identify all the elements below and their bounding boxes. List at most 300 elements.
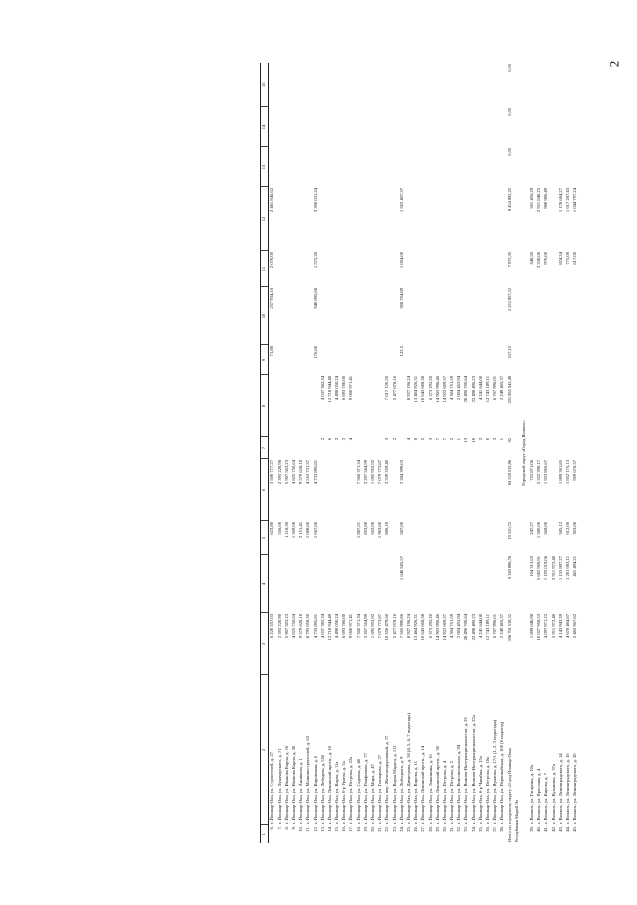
- row-number: 42.: [550, 826, 556, 832]
- value-cell-c11: 775,00: [564, 252, 570, 265]
- value-cell-c5: [420, 521, 427, 555]
- table-row: [269, 63, 277, 843]
- value-cell-c9: [348, 345, 355, 375]
- value-cell-c9: [320, 345, 327, 375]
- value-cell-c13: [550, 147, 557, 187]
- value-cell-c10: [341, 287, 348, 345]
- value-cell-c14: [420, 107, 427, 147]
- value-cell-c11: [327, 251, 334, 287]
- address-cell: г. Йошкар-Ола, ул. Первомайская, д. 100 (6 подъезд): [499, 721, 505, 824]
- value-cell-c4: [463, 555, 470, 613]
- value-cell-c7: 10: [470, 438, 476, 443]
- value-cell-c10: [463, 287, 470, 345]
- value-cell-c3: 14 922 609,37: [441, 614, 447, 641]
- value-cell-c11: [334, 251, 341, 287]
- value-cell-c11: [276, 251, 283, 287]
- value-cell-c5: 247,27: [528, 522, 534, 535]
- value-cell-c6: [435, 459, 442, 521]
- value-cell-c13: [269, 147, 277, 187]
- table-row: [470, 63, 477, 843]
- table-row: [485, 63, 492, 843]
- value-cell-c8: [291, 375, 298, 437]
- value-cell-c14: [442, 107, 449, 147]
- value-cell-c10: [384, 287, 391, 345]
- value-cell-c8: 4 241 644,00: [477, 376, 483, 401]
- value-cell-c14: [363, 107, 370, 147]
- value-cell-c6: [348, 459, 355, 521]
- value-cell-c15: [276, 63, 283, 107]
- address-cell: г. Волжск, ул. Ленинградского, д. 14: [557, 753, 563, 824]
- value-cell-c3: 12 718 944,48: [326, 614, 332, 641]
- value-cell-c12: 3 300 031,24: [312, 188, 318, 213]
- total-value-c7: 92: [506, 438, 512, 443]
- value-cell-c12: 2 921 840,25: [536, 188, 542, 213]
- value-cell-c13: [312, 147, 319, 187]
- address-cell: г. Йошкар-Ола, ул. Петрова, д. 22а: [348, 756, 354, 824]
- value-cell-c4: [413, 555, 420, 613]
- row-number: 17.: [348, 826, 354, 832]
- value-cell-c11: 970,00: [543, 252, 549, 265]
- value-cell-c6: 1 695 952,92: [370, 460, 375, 485]
- address-cell: г. Йошкар-Ола, ул. Анникова, д. 1: [298, 758, 304, 824]
- value-cell-c7: 4: [405, 438, 411, 441]
- value-cell-c9: [284, 345, 291, 375]
- value-cell-c13: [370, 147, 377, 187]
- value-cell-c10: [276, 287, 283, 345]
- row-number: 45.: [572, 826, 578, 832]
- value-cell-c11: 617,00: [572, 252, 578, 265]
- row-number: 33.: [463, 826, 469, 832]
- table-row: [492, 63, 499, 843]
- value-cell-c14: [413, 107, 420, 147]
- section-title: Городской округ «Город Волжск»: [521, 420, 527, 486]
- value-cell-c12: [550, 187, 557, 251]
- value-cell-c4: [298, 555, 305, 613]
- value-cell-c3: 13 464 926,31: [413, 614, 419, 641]
- value-cell-c3: 4 304 751,59: [449, 614, 455, 639]
- value-cell-c7: 7: [434, 438, 440, 441]
- value-cell-c5: [550, 521, 557, 555]
- value-cell-c9: [565, 345, 572, 375]
- value-cell-c4: 1 155 897,27: [557, 556, 563, 581]
- column-header: 2: [261, 675, 269, 825]
- value-cell-c11: [284, 251, 291, 287]
- total-value-c13: 0,00: [506, 148, 512, 156]
- value-cell-c10: 940 895,68: [312, 288, 318, 309]
- value-cell-c5: 1 088,60: [305, 522, 311, 539]
- address-cell: г. Йошкар-Ола, ул. Петрова, д. 4: [441, 761, 447, 824]
- value-cell-c12: 501 456,29: [528, 188, 534, 209]
- value-cell-c15: [348, 63, 355, 107]
- value-cell-c7: 1: [456, 438, 462, 441]
- value-cell-c11: [492, 251, 499, 287]
- value-cell-c12: [499, 187, 506, 251]
- value-cell-c7: 7: [441, 438, 447, 441]
- value-cell-c9: [478, 345, 485, 375]
- value-cell-c9: [370, 345, 377, 375]
- value-cell-c14: [499, 107, 506, 147]
- value-cell-c15: [391, 63, 398, 107]
- value-cell-c12: [384, 187, 391, 251]
- value-cell-c7: 4: [348, 438, 354, 441]
- table-row: [449, 63, 456, 843]
- value-cell-c12: [355, 187, 362, 251]
- value-cell-c8: [399, 375, 406, 437]
- value-cell-c11: [363, 251, 370, 287]
- value-cell-c13: [377, 147, 384, 187]
- value-cell-c6: 4 553 731,37: [305, 460, 311, 485]
- value-cell-c12: [478, 187, 485, 251]
- table-row: [536, 63, 543, 843]
- value-cell-c11: [384, 251, 391, 287]
- value-cell-c13: [463, 147, 470, 187]
- value-cell-c7: [572, 437, 579, 459]
- address-cell: г. Йошкар-Ола, ул. Мира, д. 47: [370, 764, 375, 824]
- address-cell: г. Йошкар-Ола, ул. Яралова, д. 17/1 (1, 2, 3 подъезды): [492, 719, 498, 824]
- value-cell-c4: [391, 555, 398, 613]
- value-cell-c11: [427, 251, 434, 287]
- value-cell-c13: [320, 147, 327, 187]
- value-cell-c13: [384, 147, 391, 187]
- value-cell-c13: [420, 147, 427, 187]
- row-number: 30.: [441, 826, 447, 832]
- value-cell-c4: [284, 555, 291, 613]
- column-header: 8: [261, 375, 269, 437]
- value-cell-c7: [298, 437, 305, 459]
- address-cell: г. Йошкар-Ола, ул. Петрова, д. 2: [449, 761, 455, 824]
- value-cell-c9: [291, 345, 298, 375]
- value-cell-c7: [363, 437, 370, 459]
- value-cell-c7: [558, 437, 565, 459]
- value-cell-c14: [536, 107, 543, 147]
- table-row: [320, 63, 327, 843]
- row-number: 39.: [528, 826, 534, 832]
- value-cell-c14: [492, 107, 499, 147]
- value-cell-c10: [305, 287, 312, 345]
- value-cell-c4: 461 494,21: [572, 556, 578, 577]
- row-number: 37.: [492, 826, 498, 832]
- value-cell-c3: 6 373 292,20: [427, 614, 433, 639]
- value-cell-c6: 3 500 777,27: [269, 460, 275, 485]
- value-cell-c4: [305, 555, 312, 613]
- table-row: [377, 63, 384, 843]
- value-cell-c10: [413, 287, 420, 345]
- value-cell-c15: [320, 63, 327, 107]
- value-cell-c6: [327, 459, 334, 521]
- address-cell: г. Йошкар-Ола, б-р Ураева, д. 5а: [341, 761, 347, 824]
- address-cell: г. Йошкар-Ола, Ленинский просп., д. 14: [420, 746, 426, 824]
- value-cell-c3: 9 000 971,41: [348, 614, 354, 639]
- value-cell-c10: [558, 287, 565, 345]
- value-cell-c8: [312, 375, 319, 437]
- value-cell-c9: [529, 345, 536, 375]
- value-cell-c5: [413, 521, 420, 555]
- value-cell-c12: [449, 187, 456, 251]
- value-cell-c4: [377, 555, 384, 613]
- value-cell-c10: [572, 287, 579, 345]
- table-row: [312, 63, 319, 843]
- value-cell-c9: 176,60: [312, 346, 318, 359]
- value-cell-c10: [529, 287, 536, 345]
- value-cell-c11: 1 575,30: [312, 252, 318, 269]
- value-cell-c6: [420, 459, 427, 521]
- value-cell-c9: [550, 345, 557, 375]
- total-row-continued: [514, 63, 521, 843]
- value-cell-c11: [370, 251, 377, 287]
- address-cell: г. Йошкар-Ола, ул. Луначарского, д. 71: [276, 748, 282, 824]
- value-cell-c10: [543, 287, 550, 345]
- row-number: 10.: [298, 826, 304, 832]
- value-cell-c8: 4 304 751,59: [449, 376, 455, 401]
- value-cell-c8: 4 037 382,34: [319, 376, 325, 401]
- value-cell-c14: [470, 107, 477, 147]
- value-cell-c4: 104 313,63: [528, 556, 534, 577]
- address-cell: г. Волжск, ул. Ярослава, д. 4: [536, 768, 542, 824]
- address-cell: г. Йошкар-Ола, ул. Воинов-Интернационалистов, д. 25: [463, 717, 469, 824]
- value-cell-c10: [550, 287, 557, 345]
- value-cell-c9: [355, 345, 362, 375]
- value-cell-c13: [499, 147, 506, 187]
- row-number: 13.: [319, 826, 325, 832]
- value-cell-c5: 585,12: [557, 522, 563, 535]
- row-number: 6.: [269, 826, 275, 830]
- value-cell-c13: [543, 147, 550, 187]
- total-label-continued: Республики Марий Эл: [513, 799, 519, 842]
- column-header: 5: [261, 521, 269, 555]
- value-cell-c7: 1: [499, 438, 505, 441]
- value-cell-c7: [377, 437, 384, 459]
- value-cell-c8: 7 017 120,20: [384, 376, 390, 401]
- value-cell-c5: [463, 521, 470, 555]
- value-cell-c4: 1 201 003,11: [564, 556, 570, 580]
- value-cell-c7: 3: [384, 438, 390, 441]
- table-row: [284, 63, 291, 843]
- table-row: [463, 63, 470, 843]
- value-cell-c9: [492, 345, 499, 375]
- value-cell-c13: [536, 147, 543, 187]
- value-cell-c4: [485, 555, 492, 613]
- total-value-c10: 2 553 807,22: [506, 288, 512, 312]
- value-cell-c15: [529, 63, 536, 107]
- value-cell-c13: [485, 147, 492, 187]
- value-cell-c12: [456, 187, 463, 251]
- address-cell: г. Йошкар-Ола, Ленинский просп., д. 18: [326, 746, 332, 824]
- value-cell-c11: [291, 251, 298, 287]
- value-cell-c7: 2: [391, 438, 397, 441]
- total-value-c12: 8 454 882,20: [506, 188, 512, 212]
- value-cell-c6: [550, 459, 557, 521]
- value-cell-c13: [413, 147, 420, 187]
- value-cell-c9: [334, 345, 341, 375]
- value-cell-c15: [470, 63, 477, 107]
- value-cell-c7: [355, 437, 362, 459]
- value-cell-c10: [377, 287, 384, 345]
- value-cell-c8: 9 000 971,41: [348, 376, 354, 401]
- value-cell-c15: [558, 63, 565, 107]
- value-cell-c3: 3 207 564,99: [362, 614, 368, 639]
- value-cell-c3: 12 743 189,11: [485, 614, 490, 641]
- value-cell-c3: 4 825 750,64: [290, 614, 296, 639]
- value-cell-c10: 257 934,16: [269, 288, 275, 309]
- row-number: 20.: [370, 826, 375, 832]
- value-cell-c15: [413, 63, 420, 107]
- value-cell-c7: [291, 437, 298, 459]
- value-cell-c4: [320, 555, 327, 613]
- value-cell-c6: [485, 459, 492, 521]
- value-cell-c15: [305, 63, 312, 107]
- address-cell: г. Йошкар-Ола, Ленинский просп., д. 30: [434, 746, 440, 824]
- value-cell-c9: [543, 345, 550, 375]
- column-header: 1: [261, 825, 269, 843]
- value-cell-c9: [485, 345, 492, 375]
- value-cell-c7: 3: [492, 438, 498, 441]
- value-cell-c6: [449, 459, 456, 521]
- value-cell-c3: 7 565 990,86: [398, 614, 404, 639]
- value-cell-c14: [312, 107, 319, 147]
- value-cell-c8: [543, 375, 550, 437]
- row-number: 35.: [477, 826, 483, 832]
- value-cell-c7: 13: [463, 438, 469, 443]
- value-cell-c11: [406, 251, 413, 287]
- value-cell-c12: [284, 187, 291, 251]
- value-cell-c13: [399, 147, 406, 187]
- value-cell-c14: [377, 107, 384, 147]
- value-cell-c10: [427, 287, 434, 345]
- value-cell-c14: [435, 107, 442, 147]
- value-cell-c6: [341, 459, 348, 521]
- value-cell-c4: [442, 555, 449, 613]
- value-cell-c14: [550, 107, 557, 147]
- value-cell-c8: [529, 375, 536, 437]
- value-cell-c12: [406, 187, 413, 251]
- total-value-c3: 306 791 538,52: [506, 614, 512, 642]
- value-cell-c12: 1 502 407,37: [398, 188, 404, 213]
- value-cell-c3: 2 249 465,37: [499, 614, 505, 639]
- value-cell-c10: [320, 287, 327, 345]
- value-cell-c5: [449, 521, 456, 555]
- value-cell-c15: [435, 63, 442, 107]
- row-number: 25.: [405, 826, 411, 832]
- total-value-c8: 201 895 942,48: [506, 376, 512, 404]
- value-cell-c9: [442, 345, 449, 375]
- table-row: [363, 63, 370, 843]
- value-cell-c7: [529, 437, 536, 459]
- value-cell-c8: 2 249 465,37: [499, 376, 505, 401]
- table-row: [341, 63, 348, 843]
- value-cell-c11: [550, 251, 557, 287]
- value-cell-c15: [463, 63, 470, 107]
- value-cell-c5: 1 067,00: [312, 522, 318, 539]
- value-cell-c9: 122,5: [398, 346, 404, 357]
- value-cell-c6: 9 579 628,18: [298, 460, 304, 485]
- row-number: 31.: [449, 826, 455, 832]
- value-cell-c5: [320, 521, 327, 555]
- table-row: [529, 63, 536, 843]
- value-cell-c5: [485, 521, 492, 555]
- value-cell-c8: 12 718 944,48: [326, 376, 332, 403]
- value-cell-c6: 1 852 175,13: [564, 460, 570, 485]
- value-cell-c15: [572, 63, 579, 107]
- value-cell-c6: 7 506 371,34: [355, 460, 361, 485]
- row-number: 9.: [290, 826, 296, 830]
- value-cell-c7: [370, 437, 377, 459]
- address-cell: г. Волжск, ул. Ленинградского, д. 16: [564, 753, 570, 824]
- value-cell-c15: [550, 63, 557, 107]
- value-cell-c15: [536, 63, 543, 107]
- value-cell-c9: [427, 345, 434, 375]
- value-cell-c15: [406, 63, 413, 107]
- value-cell-c15: [284, 63, 291, 107]
- address-cell: г. Йошкар-Ола, ул. Карла Маркса, д. 112: [391, 745, 397, 824]
- value-cell-c14: [406, 107, 413, 147]
- value-cell-c8: [370, 375, 377, 437]
- address-cell: г. Йошкар-Ола, б-р Чавайна, д. 15а: [477, 756, 483, 824]
- value-cell-c4: [291, 555, 298, 613]
- value-cell-c3: 28 496 700,64: [463, 614, 469, 641]
- value-cell-c15: [399, 63, 406, 107]
- value-cell-c11: [456, 251, 463, 287]
- value-cell-c11: [478, 251, 485, 287]
- value-cell-c6: 5 322 398,17: [536, 460, 542, 485]
- address-cell: г. Йошкар-Ола, ул. Садовая, д. 40: [355, 759, 361, 824]
- value-cell-c6: [463, 459, 470, 521]
- value-cell-c6: 3 339 359,40: [384, 460, 390, 485]
- value-cell-c13: [492, 147, 499, 187]
- value-cell-c6: 753 871,06: [528, 460, 534, 481]
- value-cell-c4: [492, 555, 499, 613]
- value-cell-c15: [427, 63, 434, 107]
- value-cell-c7: 6: [413, 438, 419, 441]
- column-header: 12: [261, 187, 269, 251]
- total-value-c15: 0,00: [506, 64, 512, 72]
- value-cell-c9: [413, 345, 420, 375]
- value-cell-c10: [499, 287, 506, 345]
- value-cell-c15: [565, 63, 572, 107]
- value-cell-c14: [276, 107, 283, 147]
- value-cell-c8: [536, 375, 543, 437]
- value-cell-c3: 4 143 943,39: [557, 614, 563, 639]
- value-cell-c6: 2 284 399,03: [398, 460, 404, 485]
- value-cell-c6: [427, 459, 434, 521]
- value-cell-c10: [420, 287, 427, 345]
- value-cell-c15: [355, 63, 362, 107]
- row-number: 12.: [312, 826, 318, 832]
- value-cell-c8: [355, 375, 362, 437]
- value-cell-c14: [427, 107, 434, 147]
- value-cell-c8: [284, 375, 291, 437]
- value-cell-c11: [391, 251, 398, 287]
- value-cell-c8: 5 477 078,16: [391, 376, 397, 401]
- value-cell-c13: [391, 147, 398, 187]
- table-row: [413, 63, 420, 843]
- value-cell-c3: 4 097 971,22: [543, 614, 549, 639]
- row-number: 34.: [470, 826, 476, 832]
- value-cell-c7: [269, 437, 277, 459]
- value-cell-c11: [355, 251, 362, 287]
- value-cell-c12: [348, 187, 355, 251]
- value-cell-c12: [370, 187, 377, 251]
- value-cell-c9: [391, 345, 398, 375]
- value-cell-c12: [427, 187, 434, 251]
- value-cell-c12: [492, 187, 499, 251]
- value-cell-c4: [327, 555, 334, 613]
- value-cell-c5: [499, 521, 506, 555]
- value-cell-c15: [269, 63, 277, 107]
- value-cell-c13: [478, 147, 485, 187]
- value-cell-c10: [348, 287, 355, 345]
- value-cell-c3: 7 506 371,34: [355, 614, 361, 639]
- value-cell-c12: [276, 187, 283, 251]
